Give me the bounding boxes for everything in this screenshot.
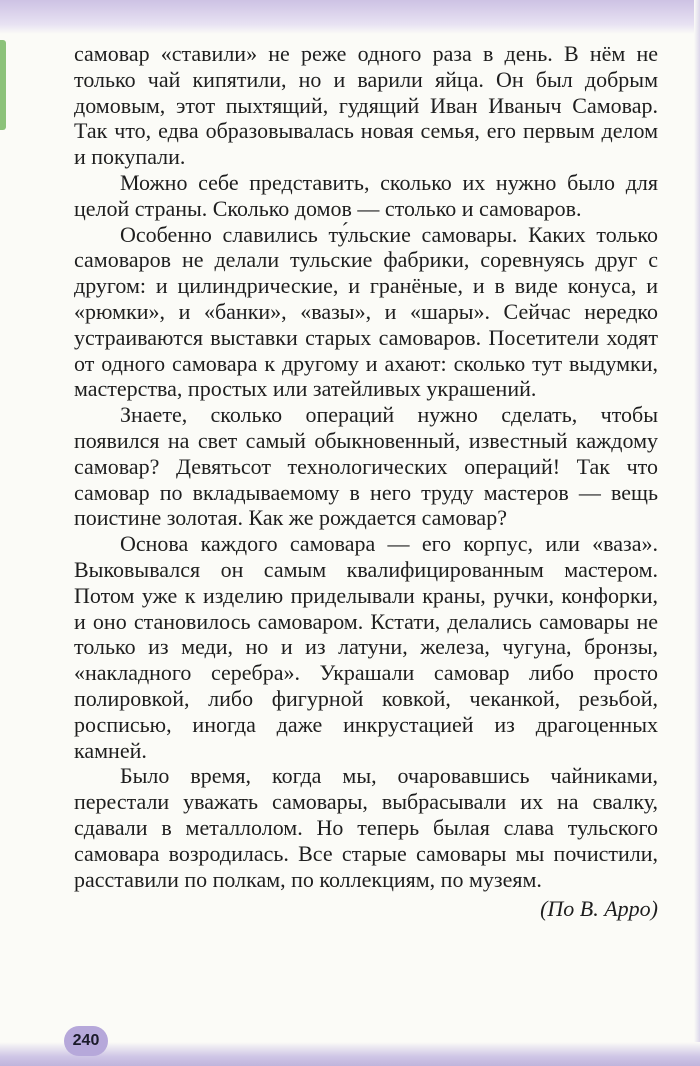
page-top-band <box>0 0 700 34</box>
paragraph-5: Основа каждого самовара — его корпус, или «ваза». Выковывался он самым квалифицированным мастером. Потом уже к изделию приделывали краны, ручки, конфорки, и оно становилось самоваром. Кстати, делались самовары не только из меди, но и из латуни, железа, чугуна, бронзы, «накладного серебра». Украшали самовар либо просто полировкой, либо фигурной ковкой, чеканкой, резьбой, росписью, иногда даже инкрустацией из драгоценных камней. <box>74 531 658 763</box>
paragraph-2: Можно себе представить, сколько их нужно было для целой страны. Сколько домов — столько и самоваров. <box>74 169 658 221</box>
paragraph-1: самовар «ставили» не реже одного раза в день. В нём не только чай кипятили, но и варили яйца. Он был добрым домовым, этот пыхтящий, гудящий Иван Иваныч Самовар. Так что, едва образовывалась новая семья, его первым делом и покупали. <box>74 41 658 170</box>
text-body <box>74 41 658 922</box>
page-right-edge <box>694 0 700 1066</box>
paragraph-4: Знаете, сколько операций нужно сделать, чтобы появился на свет самый обыкновенный, известный каждому самовар? Девятьсот технологических операций! Так что самовар по вкладываемому в него труду мастеров — вещь поистине золотая. Как же рождается самовар? <box>74 402 658 531</box>
attribution: (По В. Арро) <box>540 896 658 922</box>
paragraph-3: Особенно славились ту́льские самовары. Каких только самоваров не делали тульские фабрики, соревнуясь друг с другом: и цилиндрические, и гранёные, и в виде конуса, и «рюмки», и «банки», «вазы», и «шары». Сейчас нередко устраиваются выставки старых самоваров. Посетители ходят от одного самовара к другому и ахают: сколько тут выдумки, мастерства, простых или затейливых украшений. <box>74 221 658 402</box>
page-number: 240 <box>64 1026 108 1056</box>
paragraph-6: Было время, когда мы, очаровавшись чайниками, перестали уважать самовары, выбрасывали их на свалку, сдавали в металлолом. Но теперь былая слава тульского самовара возродилась. Все старые самовары мы почистили, расставили по полкам, по коллекциям, по музеям. <box>74 763 658 892</box>
page-edge-tab <box>0 40 6 130</box>
